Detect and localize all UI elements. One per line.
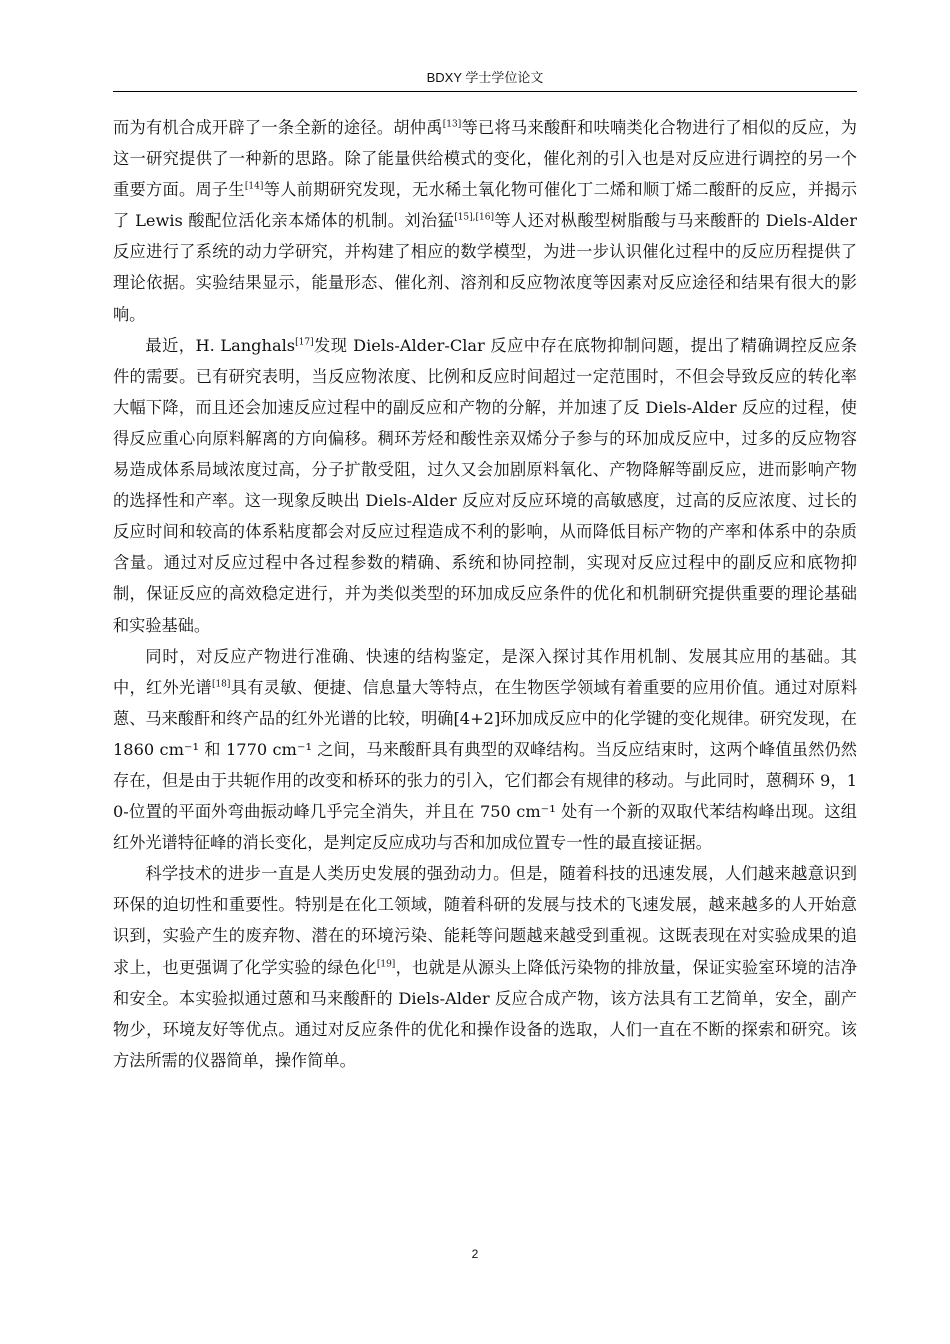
paragraph-text: 等人前期研究发现，无水稀土氧化物可催化丁二烯和顺丁烯二酸酐的反应，并揭示了 Lewis 酸配位活化亲本烯体的机制。刘治猛 — [113, 180, 858, 231]
paragraph-text: 同时，对反应产物进行准确、快速的结构鉴定，是深入探讨其作用机制、发展其应用的基础。其中，红外光谱 — [113, 646, 857, 697]
body-paragraph — [113, 858, 857, 1076]
paragraph-text: 发现 Diels-Alder-Clar 反应中存在底物抑制问题，提出了精确调控反应条件的需要。已有研究表明，当反应物浓度、比例和反应时间超过一定范围时，不但会导致反应的转化率大幅下降，而且还会加速反应过程中的副反应和产物的分解，并加速了反 Diels-Alder 反应的过程，使得反应重心向原料解离的方向偏移。稠环芳烃和酸性亲双烯分子参与的环加成反应中，过多的反应物容易造成体系局域浓度过高，分子扩散受阻，过久又会加剧原料氧化、产物降解等副反应，进而影响产物的选择性和产率。这一现象反映出 Diels-Alder 反应对反应环境的高敏感度，过高的反应浓度、过长的反应时间和较高的体系粘度都会对反应过程造成不利的影响，从而降低目标产物的产率和体系中的杂质含量。通过对反应过程中各过程参数的精确、系统和协同控制，实现对反应过程中的副反应和底物抑制，保证反应的高效稳定进行，并为类似类型的环加成反应条件的优化和机制研究提供重要的理论基础和实验基础。 — [113, 335, 858, 635]
thesis-body — [113, 112, 857, 1076]
citation-reference: [14] — [244, 181, 264, 192]
body-paragraph — [113, 112, 857, 330]
page-header — [113, 64, 857, 92]
paragraph-text: 等人还对枞酸型树脂酸与马来酸酐的 Diels-Alder 反应进行了系统的动力学研究，并构建了相应的数学模型，为进一步认识催化过程中的反应历程提供了理论依据。实验结果显示，能量形态、催化剂、溶剂和反应物浓度等因素对反应途径和结果有很大的影响。 — [113, 211, 857, 324]
body-paragraph — [113, 330, 857, 641]
paragraph-text: 科学技术的进步一直是人类历史发展的强劲动力。但是，随着科技的迅速发展，人们越来越意识到环保的迫切性和重要性。特别是在化工领域，随着科研的发展与技术的飞速发展，越来越多的人开始意识到，实验产生的废弃物、潜在的环境污染、能耗等问题越来越受到重视。这既表现在对实验成果的追求上，也更强调了化学实验的绿色化 — [113, 864, 857, 977]
paragraph-text: 等已将马来酸酐和呋喃类化合物进行了相似的反应，为这一研究提供了一种新的思路。除了能量供给模式的变化，催化剂的引入也是对反应进行调控的另一个重要方面。周子生 — [113, 118, 857, 200]
body-paragraph — [113, 641, 857, 859]
paragraph-text: 具有灵敏、便捷、信息量大等特点，在生物医学领域有着重要的应用价值。通过对原料蒽、马来酸酐和终产品的红外光谱的比较，明确[4+2]环加成反应中的化学键的变化规律。研究发现，在 1860 cm⁻¹ 和 1770 cm⁻¹ 之间，马来酸酐具有典型的双峰结构。当反应结束时，这两个峰值虽然仍然存在，但是由于共轭作用的改变和桥环的张力的引入，它们都会有规律的移动。与此同时，蒽稠环 9，10-位置的平面外弯曲振动峰几乎完全消失，并且在 750 cm⁻¹ 处有一个新的双取代苯结构峰出现。这组红外光谱特征峰的消长变化，是判定反应成功与否和加成位置专一性的最直接证据。 — [113, 677, 858, 853]
citation-reference: [15],[16] — [454, 212, 494, 223]
citation-reference: [19] — [376, 959, 396, 970]
paragraph-text: 最近，H. Langhals — [145, 335, 296, 355]
citation-reference: [13] — [442, 119, 462, 130]
paragraph-text: ，也就是从源头上降低污染物的排放量，保证实验室环境的洁净和安全。本实验拟通过蒽和马来酸酐的 Diels-Alder 反应合成产物，该方法具有工艺简单，安全，副产物少，环境友好等优点。通过对反应条件的优化和操作设备的选取，人们一直在不断的探索和研究。该方法所需的仪器简单，操作简单。 — [113, 957, 858, 1070]
citation-reference: [18] — [211, 679, 231, 690]
header-title: BDXY 学士学位论文 — [426, 70, 544, 85]
citation-reference: [17] — [295, 337, 314, 348]
page-number-text: 2 — [471, 1247, 479, 1261]
paragraph-text: 而为有机合成开辟了一条全新的途径。胡仲禹 — [113, 118, 443, 137]
page-number — [0, 1247, 950, 1261]
